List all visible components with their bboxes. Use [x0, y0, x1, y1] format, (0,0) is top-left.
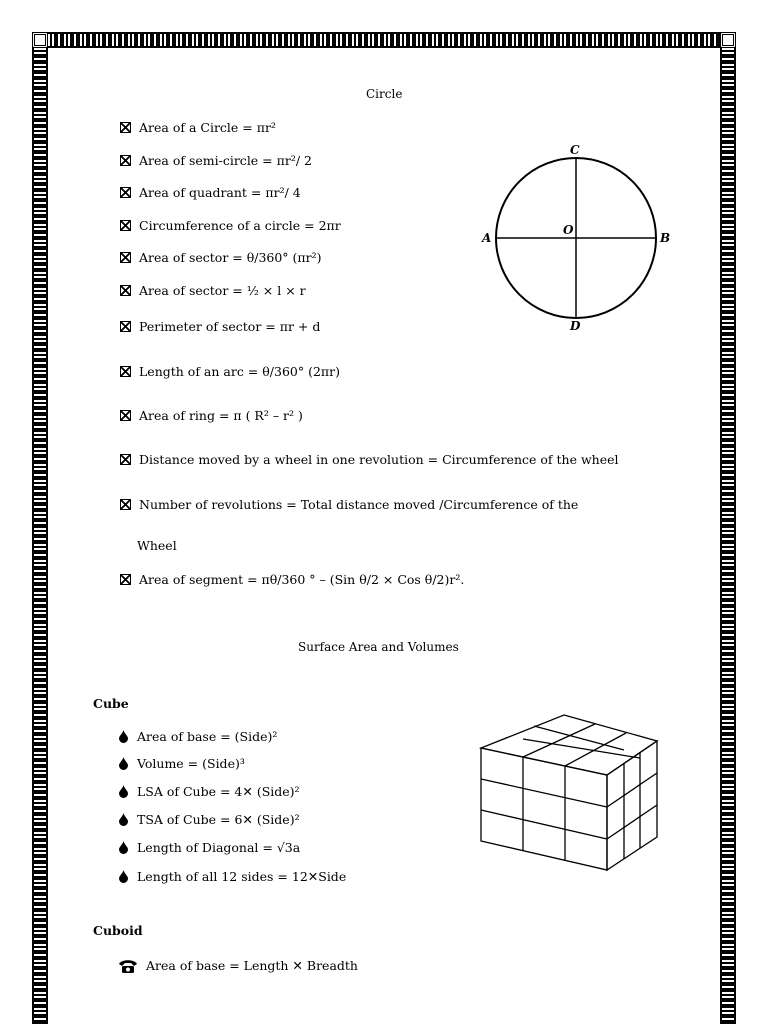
formula-ring-area: [120, 408, 303, 423]
bullet-drop-icon: [118, 870, 129, 883]
checkbox-icon: [120, 155, 131, 166]
cube-sides-length: [118, 869, 346, 884]
formula-circle-area: [120, 120, 276, 135]
cube-lsa: [118, 784, 300, 799]
cuboid-base-area: [118, 958, 358, 973]
cube-volume: [118, 756, 245, 771]
formula-text: Circumference of a circle = 2πr: [139, 218, 341, 233]
formula-text: Area of ring = π ( R² – r² ): [139, 408, 303, 423]
formula-text: Area of sector = θ/360° (πr²): [139, 250, 322, 265]
formula-text: Area of sector = ½ × l × r: [139, 283, 306, 298]
cube-item-text: Length of all 12 sides = 12✕Side: [137, 869, 347, 884]
cuboid-heading: Cuboid: [93, 923, 143, 938]
checkbox-icon: [120, 187, 131, 198]
checkbox-icon: [120, 252, 131, 263]
page-border-left: [32, 32, 48, 1024]
formula-arc-length: [120, 364, 340, 379]
cube-item-text: TSA of Cube = 6✕ (Side)²: [137, 812, 300, 827]
formula-text: Perimeter of sector = πr + d: [139, 319, 321, 334]
document-page: [48, 48, 720, 1024]
checkbox-icon: [120, 366, 131, 377]
label-b: B: [660, 231, 670, 245]
formula-text: Area of a Circle = πr²: [139, 120, 276, 135]
formula-text: Area of segment = πθ/360 ° – (Sin θ/2 × Cos θ/2)r².: [139, 572, 465, 587]
formula-sector-area-angle: [120, 250, 321, 265]
formula-sector-area-arc: [120, 283, 306, 298]
cube-item-text: Length of Diagonal = √3a: [137, 840, 301, 855]
formula-text: Number of revolutions = Total distance moved /Circumference of the: [139, 497, 579, 512]
cube-item-text: Volume = (Side)³: [137, 756, 245, 771]
formula-segment-area: [120, 572, 464, 587]
circle-section-title: Circle: [366, 87, 403, 101]
formula-text: Length of an arc = θ/360° (2πr): [139, 364, 340, 379]
bullet-drop-icon: [118, 785, 129, 798]
cube-diagonal: [118, 840, 300, 855]
formula-text: Distance moved by a wheel in one revolution = Circumference of the wheel: [139, 452, 619, 467]
label-a: A: [482, 231, 492, 245]
bullet-drop-icon: [118, 757, 129, 770]
cuboid-item-text: Area of base = Length ✕ Breadth: [146, 958, 358, 973]
checkbox-icon: [120, 220, 131, 231]
border-corner-right: [720, 32, 736, 48]
telephone-icon: [118, 959, 138, 973]
circle-diagram: [480, 144, 670, 334]
bullet-drop-icon: [118, 730, 129, 743]
formula-circumference: [120, 218, 341, 233]
checkbox-icon: [120, 285, 131, 296]
border-corner-left: [32, 32, 48, 48]
label-o: O: [563, 223, 574, 237]
formula-text: Area of quadrant = πr²/ 4: [139, 185, 301, 200]
page-border-right: [720, 32, 736, 1024]
label-d: D: [570, 319, 581, 333]
formula-quadrant-area: [120, 185, 301, 200]
cube-tsa: [118, 812, 300, 827]
formula-revolutions: [120, 497, 578, 512]
formula-sector-perimeter: [120, 319, 320, 334]
checkbox-icon: [120, 499, 131, 510]
bullet-drop-icon: [118, 841, 129, 854]
cube-heading: Cube: [93, 696, 129, 711]
formula-revolutions-continuation: Wheel: [137, 538, 177, 553]
cube-base-area: [118, 729, 277, 744]
formula-wheel-distance: [120, 452, 619, 467]
formula-semicircle-area: [120, 153, 312, 168]
cube-item-text: LSA of Cube = 4✕ (Side)²: [137, 784, 300, 799]
label-c: C: [570, 144, 580, 157]
surface-section-title: Surface Area and Volumes: [298, 640, 459, 654]
cube-item-text: Area of base = (Side)²: [137, 729, 278, 744]
checkbox-icon: [120, 410, 131, 421]
formula-text: Area of semi-circle = πr²/ 2: [139, 153, 312, 168]
checkbox-icon: [120, 454, 131, 465]
checkbox-icon: [120, 321, 131, 332]
page-border-top: [32, 32, 736, 48]
cube-diagram: [479, 713, 659, 873]
checkbox-icon: [120, 574, 131, 585]
checkbox-icon: [120, 122, 131, 133]
bullet-drop-icon: [118, 813, 129, 826]
